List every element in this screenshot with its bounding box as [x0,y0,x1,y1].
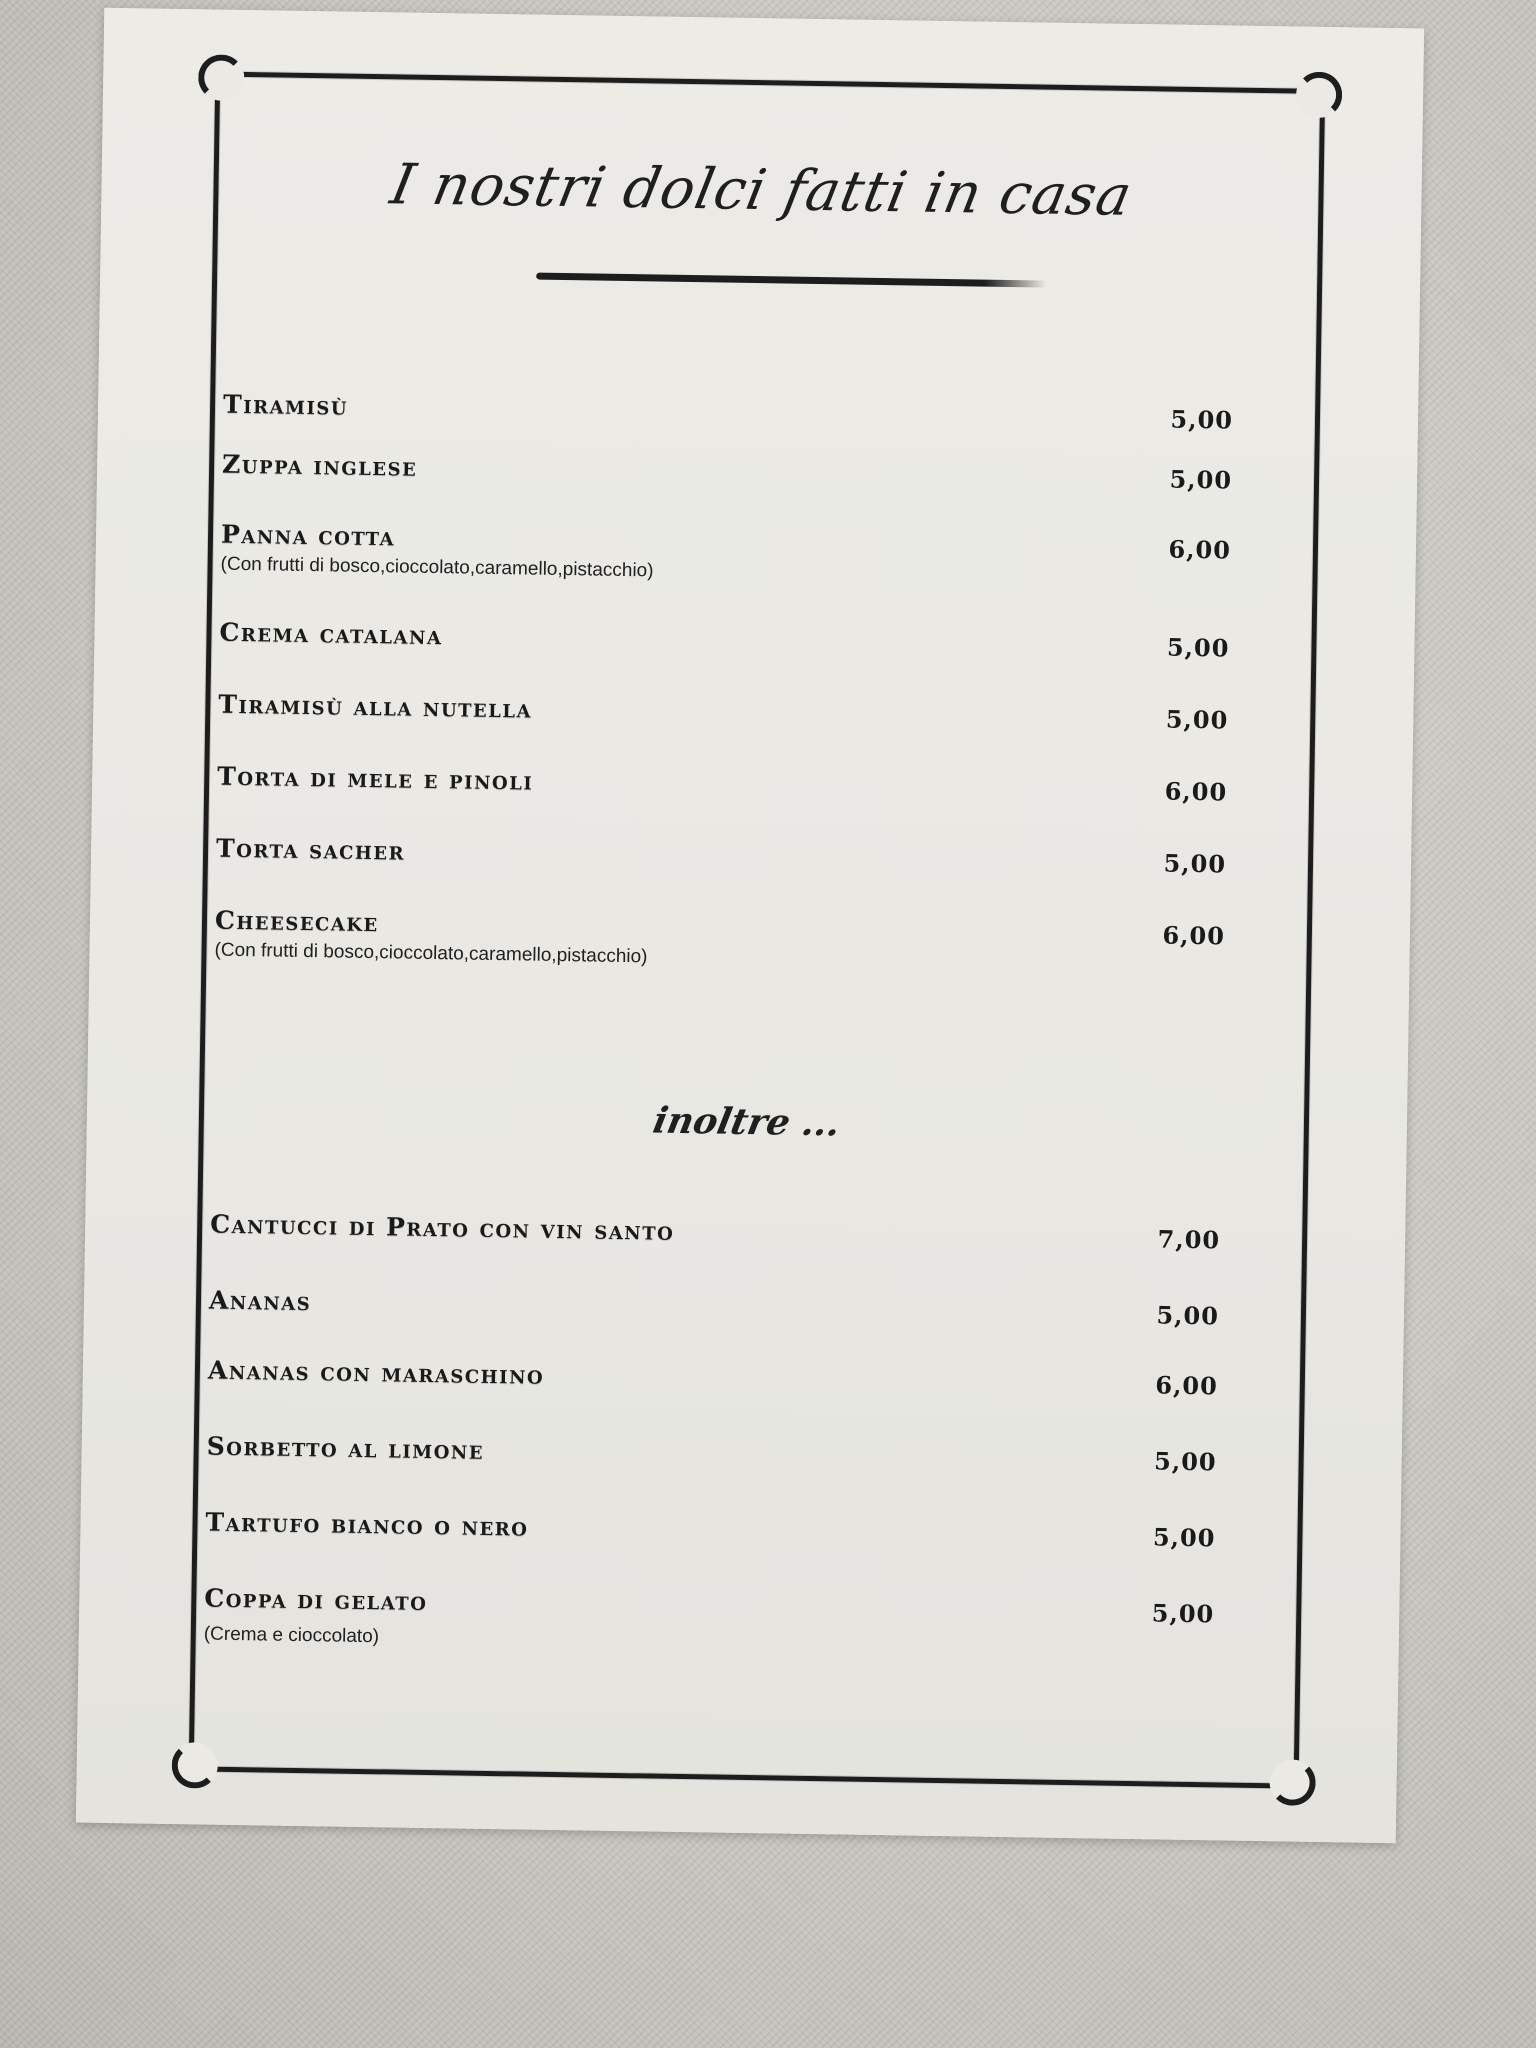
item-price: 5,00 [1169,464,1233,495]
section-heading: inoltre ... [649,1099,845,1145]
item-price: 5,00 [1170,404,1234,435]
item-name: Cantucci di Prato con vin santo [210,1209,675,1246]
item-note: (Crema e cioccolato) [203,1623,380,1648]
item-price: 5,00 [1151,1598,1215,1629]
item-price: 7,00 [1157,1224,1221,1255]
item-price: 5,00 [1163,848,1227,879]
menu-title: I nostri dolci fatti in casa [385,152,1138,229]
border-corner-ornament [198,54,245,101]
item-name: Ananas con maraschino [207,1355,545,1390]
item-price: 5,00 [1156,1300,1220,1331]
menu-paper [76,8,1424,1844]
item-name: Torta sacher [215,833,406,866]
item-name: Tiramisù [222,389,349,421]
item-name: Coppa di gelato [204,1583,428,1617]
item-name: Cheesecake [214,905,379,938]
item-note: (Con frutti di bosco,cioccolato,caramello,pistacchio) [220,553,654,582]
item-name: Tartufo bianco o nero [205,1507,529,1542]
border-corner-ornament [1269,1759,1316,1806]
item-name: Crema catalana [219,617,443,651]
item-price: 6,00 [1155,1370,1219,1401]
item-price: 5,00 [1166,632,1230,663]
item-name: Sorbetto al limone [206,1431,485,1465]
item-name: Panna cotta [220,519,396,552]
item-price: 6,00 [1164,776,1228,807]
item-name: Ananas [208,1285,312,1317]
item-price: 5,00 [1153,1446,1217,1477]
border-corner-ornament [171,1742,218,1789]
item-note: (Con frutti di bosco,cioccolato,caramello,pistacchio) [214,939,648,968]
item-name: Zuppa inglese [221,449,418,482]
item-price: 6,00 [1162,920,1226,951]
item-name: Torta di mele e pinoli [217,761,534,796]
item-price: 5,00 [1165,704,1229,735]
border-corner-ornament [1296,71,1343,118]
item-name: Tiramisù alla nutella [218,689,533,724]
item-price: 6,00 [1168,534,1232,565]
item-price: 5,00 [1152,1522,1216,1553]
